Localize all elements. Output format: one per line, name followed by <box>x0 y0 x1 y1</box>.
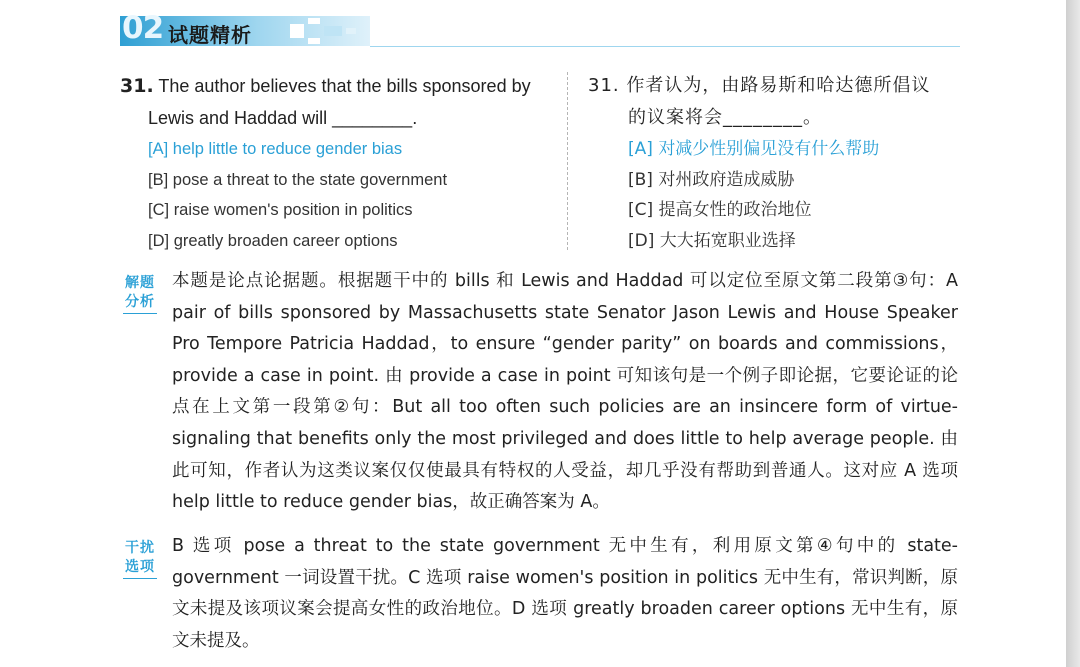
question-number: 31. <box>120 75 154 97</box>
question-stem-line-1 <box>120 70 560 102</box>
stem-text: The author believes that the bills sponsored by <box>158 76 531 96</box>
stem-zh-text: 作者认为，由路易斯和哈达德所倡议 <box>626 75 931 96</box>
analysis-tag: 解题 分析 <box>123 274 157 314</box>
column-divider <box>567 72 568 250</box>
option-zh-d: [D] 大大拓宽职业选择 <box>628 230 796 251</box>
question-zh-stem-line-1 <box>588 70 968 102</box>
option-zh-b: [B] 对州政府造成威胁 <box>628 169 795 190</box>
distractor-paragraph: B 选项 pose a threat to the state government 无中生有，利用原文第④句中的 state-government 一词设置干扰。C 选项 raise women's position in politics 无中生有，常识判断，原文未提及该项议案会提高女性的政治地位。D 选项 greatly broaden career options 无中生有，原文未提及。 <box>172 536 958 651</box>
section-header <box>120 10 960 50</box>
question-zh-number: 31. <box>588 75 620 96</box>
question-chinese <box>588 70 968 256</box>
section-title: 试题精析 <box>168 23 252 47</box>
section-divider <box>370 46 960 47</box>
option-zh-c: [C] 提高女性的政治地位 <box>628 200 812 220</box>
distractor-tag: 干扰 选项 <box>123 539 157 579</box>
question-english <box>120 70 560 256</box>
question-stem-line-2: Lewis and Haddad will ________. <box>148 108 418 128</box>
option-c: [C] raise women's position in politics <box>148 201 413 219</box>
header-decoration-icon <box>290 14 360 48</box>
option-zh-a: [A] 对减少性别偏见没有什么帮助 <box>628 139 880 159</box>
option-d: [D] greatly broaden career options <box>148 231 398 250</box>
section-number: 02 <box>122 10 164 46</box>
option-b: [B] pose a threat to the state government <box>148 170 448 189</box>
page-edge <box>1066 0 1080 667</box>
analysis-paragraph: 本题是论点论据题。根据题干中的 bills 和 Lewis and Haddad 可以定位至原文第二段第③句：A pair of bills sponsored by Massachusetts state Senator Jason Lewis and House Speaker Pro Tempore Patricia Haddad，to ensure “gender parity” on boards and commissions，provide a case in point. 由 provide a case in point 可知该句是一个例子即论据，它要论证的论点在上文第一段第②句：But all too often such policies are an insincere form of virtue-signaling that benefits only the most privileged and does little to help average people. 由此可知，作者认为这类议案仅仅使最具有特权的人受益，却几乎没有帮助到普通人。这对应 A 选项 help little to reduce gender bias，故正确答案为 A。 <box>172 271 958 513</box>
question-zh-stem-line-2: 的议案将会________。 <box>628 107 822 128</box>
option-a: [A] help little to reduce gender bias <box>148 140 403 158</box>
